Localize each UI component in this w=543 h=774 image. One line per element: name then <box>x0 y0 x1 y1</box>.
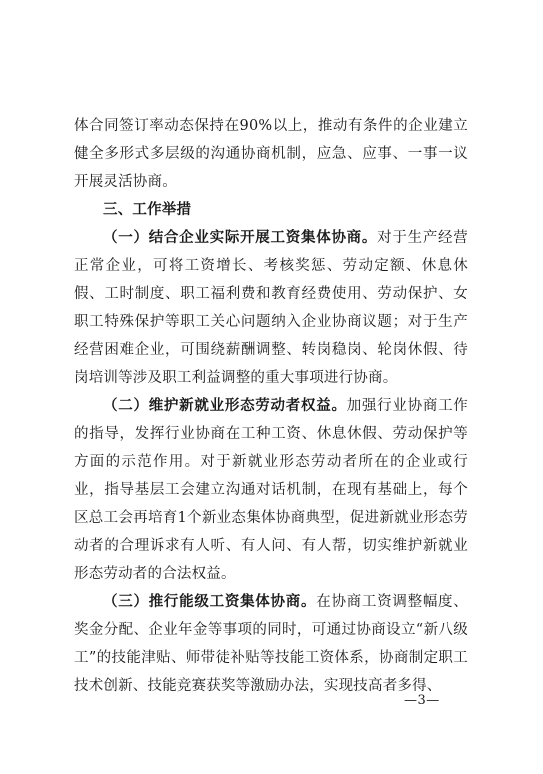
continuation-paragraph: 体合同签订率动态保持在90%以上，推动有条件的企业建立健全多形式多层级的沟通协商机制，应急、应事、一事一议开展灵活协商。 <box>74 118 468 190</box>
item-paragraph-1 <box>74 224 468 392</box>
item-lead-1: （一）结合企业实际开展工资集体协商。 <box>103 229 378 246</box>
item-lead-3: （三）推行能级工资集体协商。 <box>103 593 317 610</box>
section-heading: 三、工作举措 <box>103 202 192 218</box>
item-text-3: 在协商工资调整幅度、奖金分配、企业年金等事项的同时，可通过协商设立“新八级工”的技能津贴、师带徒补贴等技能工资体系，协商制定职工技术创新、技能竞赛获奖等激励办法，实现技高者多得、 <box>74 594 468 694</box>
item-text-2: 加强行业协商工作的指导，发挥行业协商在工种工资、休息休假、劳动保护等方面的示范作用。对于新就业形态劳动者所在的企业或行业，指导基层工会建立沟通对话机制，在现有基础上，每个区总工会再培育1个新业态集体协商典型，促进新就业形态劳动者的合理诉求有人听、有人问、有人帮，切实维护新就业形态劳动者的合法权益。 <box>74 398 468 582</box>
item-paragraph-3 <box>74 588 468 700</box>
item-lead-2: （二）维护新就业形态劳动者权益。 <box>103 397 347 414</box>
page-number: —3— <box>404 693 440 708</box>
body-text <box>74 112 468 700</box>
item-text-1: 对于生产经营正常企业，可将工资增长、考核奖惩、劳动定额、休息休假、工时制度、职工福利费和教育经费使用、劳动保护、女职工特殊保护等职工关心问题纳入企业协商议题；对于生产经营困难企业，可围绕薪酬调整、转岗稳岗、轮岗休假、待岗培训等涉及职工利益调整的重大事项进行协商。 <box>74 230 468 386</box>
item-paragraph-2 <box>74 392 468 588</box>
